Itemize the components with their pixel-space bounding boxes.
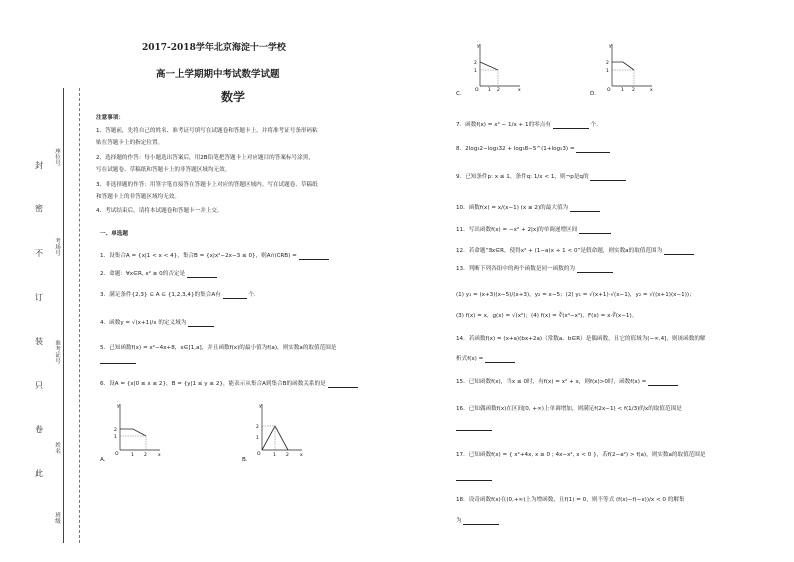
notice-line: 2、选择题的作答：每小题选出答案后，用2B铅笔把答题卡上对应题目的答案标号涂黑，: [96, 155, 314, 161]
seal-char: 订: [35, 293, 43, 302]
graph-option-b: [242, 398, 304, 462]
question-3: [100, 292, 256, 299]
tick-label: 2: [114, 428, 117, 433]
question-text: 7．函数f(x) = x³ − 1/x + 1的零点有: [456, 122, 551, 128]
answer-blank: [187, 271, 217, 278]
question-4: [100, 320, 214, 327]
question-text: 9．已知条件p: x ≤ 1，条件q: 1/x < 1，则¬p是q的: [456, 174, 589, 180]
exam-title: 2017-2018学年北京海淀十一学校: [142, 43, 286, 53]
tick-label: 2: [286, 453, 289, 458]
origin-label: O: [115, 452, 119, 457]
answer-blank: [299, 253, 329, 260]
option-a-label: A.: [100, 457, 106, 463]
question-12: [456, 248, 694, 255]
notice-heading: 注意事项：: [96, 115, 124, 121]
origin-label: O: [607, 88, 611, 92]
question-text-end: 个.: [248, 292, 256, 298]
binding-line-outer: [63, 88, 64, 543]
axis-y-label: y: [117, 404, 120, 409]
question-text: 8．2log₃2−log₃32 + log₃8−5^(1+log₅3) =: [456, 146, 575, 152]
question-9: [456, 174, 626, 181]
answer-blank: [553, 122, 589, 129]
question-15: [456, 379, 678, 386]
class-label: 班级: [54, 512, 60, 525]
tick-label: 1: [474, 69, 477, 74]
question-18: 18．设奇函数f(x)在(0,+∞)上为增函数，且f(1) = 0，则不等式 (f(x)−f(−x))/x < 0 的解集: [456, 497, 685, 503]
tick-label: 1: [606, 69, 609, 74]
answer-blank: [579, 227, 611, 234]
axis-x-label: x: [158, 453, 161, 458]
question-7: [456, 122, 598, 129]
question-18-cont: [456, 518, 499, 525]
axis-y-label: y: [477, 44, 480, 49]
question-13-item: (3) f(x) = x，g(x) = √(x²)；(4) f(x) = ∛(x⁴−x³)，F(x) = x·∛(x−1)。: [456, 313, 638, 319]
option-b-label: B.: [242, 457, 248, 463]
notice-line: 4、考试结束后，请将本试题卷和答题卡一并上交。: [96, 208, 223, 214]
graph-option-a: [100, 398, 162, 462]
question-13-item: (1) y₁ = (x+3)(x−5)/(x+3)，y₂ = x−5；(2) y₁ = √(x+1)·√(x−1)，y₂ = √((x+1)(x−1))；: [456, 292, 695, 298]
tick-label: 2: [144, 453, 147, 458]
notice-line: 写在试题卷、草稿纸和答题卡上的非答题区域均无效。: [96, 167, 231, 173]
tick-label: 1: [114, 435, 117, 440]
binding-line-dashed: [79, 88, 80, 543]
tick-label: 2: [256, 425, 259, 430]
tick-label: 2: [497, 88, 500, 92]
question-5: [100, 345, 336, 352]
seal-char: 只: [35, 381, 43, 390]
notice-line: 贴在答题卡上的指定位置。: [96, 140, 164, 146]
question-14: 14．若函数f(x) = (x+a)(bx+2a)（常数a、b∈R）是偶函数，且它的值域为(−∞,4]，则该函数的解: [456, 336, 706, 342]
question-text: 3．满足条件{2,3} ⊆ A ⊆ {1,2,3,4}的集合A有: [100, 292, 221, 298]
question-1: [100, 253, 329, 260]
answer-blank: [100, 357, 136, 364]
answer-blank: [485, 356, 515, 363]
seal-char: 封: [35, 161, 43, 170]
option-d-label: D.: [590, 91, 597, 97]
question-13: [456, 266, 613, 273]
question-text: 为: [456, 518, 462, 524]
graph-option-c: [458, 40, 522, 92]
answer-blank: [328, 381, 358, 388]
axis-y-label: y: [259, 404, 262, 409]
question-text: 10．函数f(x) = x/(x−1) (x ≥ 2)的最大值为: [456, 205, 569, 211]
question-text: 11．写出函数f(x) = −x² + 2|x|的单调递增区间: [456, 227, 578, 233]
graph-option-d: [590, 40, 654, 92]
tick-label: 1: [131, 453, 134, 458]
answer-blank: [648, 379, 678, 386]
notice-line: 3、非选择题的作答：用签字笔直接答在答题卡上对应的答题区域内。写在试题卷、草稿纸: [96, 182, 318, 188]
tick-label: 2: [606, 61, 609, 66]
answer-blank: [576, 146, 610, 153]
answer-blank: [456, 424, 492, 431]
answer-blank: [223, 292, 247, 299]
question-17: 17．已知函数f(x) = { x²+4x, x ≥ 0 ; 4x−x², x < 0 }，若f(2−a²) > f(a)，则实数a的取值范围是: [456, 452, 706, 458]
question-text-end: 个.: [590, 122, 598, 128]
question-text: 2．命题：∀x∈R, x² ≥ 0的否定是: [100, 271, 186, 277]
question-text: 15．已知函数f(x)，当x ≤ 0时，有f(x) = x² + x，则f(x)>0时，函数f(x) =: [456, 379, 647, 385]
seal-char: 卷: [35, 425, 43, 434]
question-6: [100, 381, 358, 388]
seal-char: 不: [35, 249, 43, 258]
name-label: 姓名: [54, 442, 60, 455]
admission-ticket-label: 准考证号: [54, 340, 60, 365]
section-heading: 一、单选题: [100, 231, 128, 237]
seal-char: 装: [35, 337, 43, 346]
question-text: 1．设集合A = {x|1 < x < 4}，集合B = {x|x²−2x−3 ≤ 0}，则A∩(∁RB) =: [100, 253, 297, 259]
answer-blank: [463, 518, 499, 525]
notice-line: 和答题卡上的非答题区域均无效。: [96, 194, 180, 200]
question-text: 5．已知函数f(x) = x²−4x+8，x∈[1,a]，并且函数f(x)的最小值为f(a)，则实数a的取值范围是: [100, 345, 337, 351]
seat-number-label: 座位号: [54, 148, 60, 167]
question-16: 16．已知偶函数f(x)在区间[0, +∞)上单调增加，则满足f(2x−1) < f(1/3)的x的取值范围是: [456, 406, 682, 412]
seal-char: 密: [35, 204, 43, 213]
origin-label: O: [475, 88, 479, 92]
answer-blank: [664, 248, 694, 255]
seal-char: 此: [35, 469, 43, 478]
question-text: 6．设A = {x|0 ≤ x ≤ 2}，B = {y|1 ≤ y ≤ 2}，能表示从集合A到集合B的函数关系的是: [100, 381, 326, 387]
answer-blank: [188, 320, 214, 327]
answer-blank: [456, 474, 492, 481]
origin-label: O: [257, 452, 261, 457]
option-c-label: C.: [456, 91, 462, 97]
tick-label: 1: [488, 88, 491, 92]
exam-subtitle: 高一上学期期中考试数学试题: [156, 69, 280, 80]
question-14-cont: [456, 356, 515, 363]
answer-blank: [570, 205, 600, 212]
tick-label: 1: [256, 436, 259, 441]
question-text: 13．判断下列各组中的两个函数是同一函数的为: [456, 266, 575, 272]
question-text: 12．若命题“∃x∈R，使得x² + (1−a)x + 1 < 0”是假命题，则实数a的取值范围为: [456, 248, 663, 254]
subject-title: 数学: [221, 90, 246, 104]
answer-blank: [590, 174, 626, 181]
axis-y-label: y: [609, 44, 612, 49]
tick-label: 2: [632, 88, 635, 92]
axis-x-label: x: [300, 453, 303, 458]
question-8: [456, 146, 610, 153]
question-11: [456, 227, 611, 234]
tick-label: 1: [273, 453, 276, 458]
notice-line: 1、答题前，先将自己的姓名、准考证号填写在试题卷和答题卡上，并将准考证号条形码粘: [96, 128, 318, 134]
question-10: [456, 205, 600, 212]
question-5-blank: [100, 357, 136, 364]
exam-room-label: 考场号: [54, 238, 60, 257]
question-text: 析式f(x) =: [456, 356, 484, 362]
tick-label: 2: [474, 61, 477, 66]
tick-label: 1: [621, 88, 624, 92]
question-17-blank: [456, 474, 492, 481]
answer-blank: [577, 266, 613, 273]
axis-x-label: x: [650, 88, 653, 92]
axis-x-label: x: [518, 88, 521, 92]
question-16-blank: [456, 424, 492, 431]
question-2: [100, 271, 217, 278]
question-text: 4．函数y = √(x+1)/x 的定义域为: [100, 320, 187, 326]
